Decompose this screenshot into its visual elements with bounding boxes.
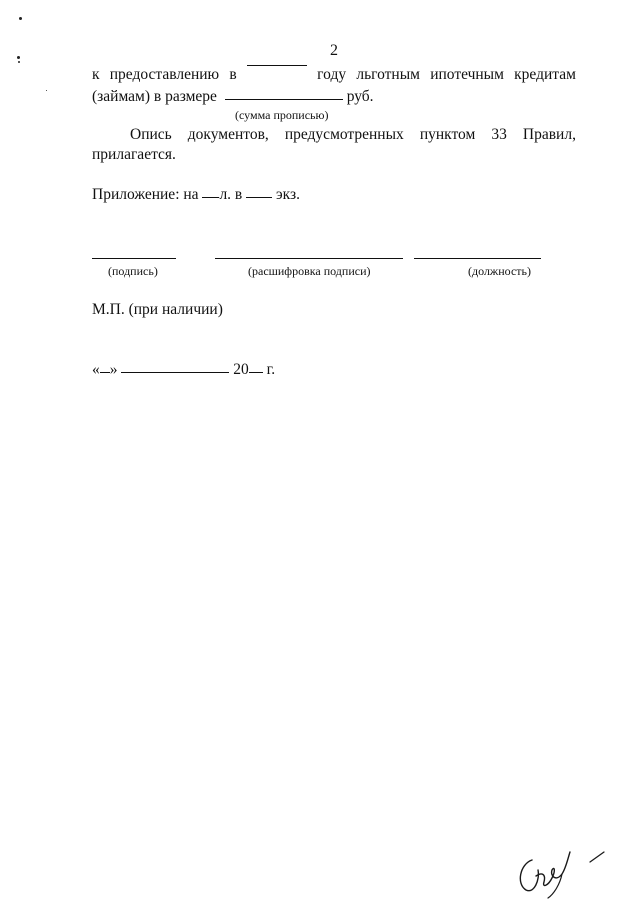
day-blank xyxy=(100,372,110,373)
date-open-quote: « xyxy=(92,361,100,378)
sum-caption: (сумма прописью) xyxy=(235,108,329,122)
word: предусмотренных xyxy=(284,126,404,143)
signature-caption: (подпись) xyxy=(108,264,158,278)
position-line xyxy=(414,258,541,259)
word: Правил, xyxy=(522,126,576,143)
year-digits-blank xyxy=(249,372,263,373)
paragraph-2-line-2: прилагается. xyxy=(92,146,176,163)
stamp-place: М.П. (при наличии) xyxy=(92,301,223,318)
sheets-blank xyxy=(202,197,219,198)
paragraph-1-line-1 xyxy=(92,66,576,84)
signature-decoding-line xyxy=(215,258,403,259)
scan-speck xyxy=(18,61,20,63)
word: пунктом xyxy=(419,126,476,143)
signature-line xyxy=(92,258,176,259)
word: в xyxy=(229,66,237,83)
word: к xyxy=(92,66,100,83)
paragraph-1-line-2 xyxy=(92,88,374,106)
word: 33 xyxy=(491,126,507,143)
amount-label: (займам) в размере xyxy=(92,88,217,105)
year-prefix: 20 xyxy=(233,361,249,378)
scan-speck xyxy=(46,90,47,91)
date-close-quote: » xyxy=(109,361,118,378)
decoding-caption: (расшифровка подписи) xyxy=(248,264,371,278)
word: льготным xyxy=(356,66,420,83)
word: Опись xyxy=(130,126,172,143)
year-blank xyxy=(247,65,307,66)
word: кредитам xyxy=(514,66,576,83)
attachment-prefix: Приложение: на xyxy=(92,186,199,203)
paragraph-2-line-1 xyxy=(130,126,576,144)
attachment-suffix: экз. xyxy=(276,186,300,203)
amount-blank xyxy=(225,99,343,100)
currency-label: руб. xyxy=(346,88,374,105)
position-caption: (должность) xyxy=(468,264,531,278)
word: году xyxy=(317,66,347,83)
page-number: 2 xyxy=(330,42,338,59)
attachment-line xyxy=(92,186,300,204)
month-blank xyxy=(121,372,229,373)
word: документов, xyxy=(187,126,269,143)
scan-speck xyxy=(19,17,22,20)
attachment-middle: л. в xyxy=(219,186,243,203)
date-line xyxy=(92,361,275,379)
handwritten-initials xyxy=(512,840,612,900)
word: ипотечным xyxy=(430,66,504,83)
copies-blank xyxy=(246,197,272,198)
word: предоставлению xyxy=(109,66,220,83)
year-suffix: г. xyxy=(266,361,276,378)
